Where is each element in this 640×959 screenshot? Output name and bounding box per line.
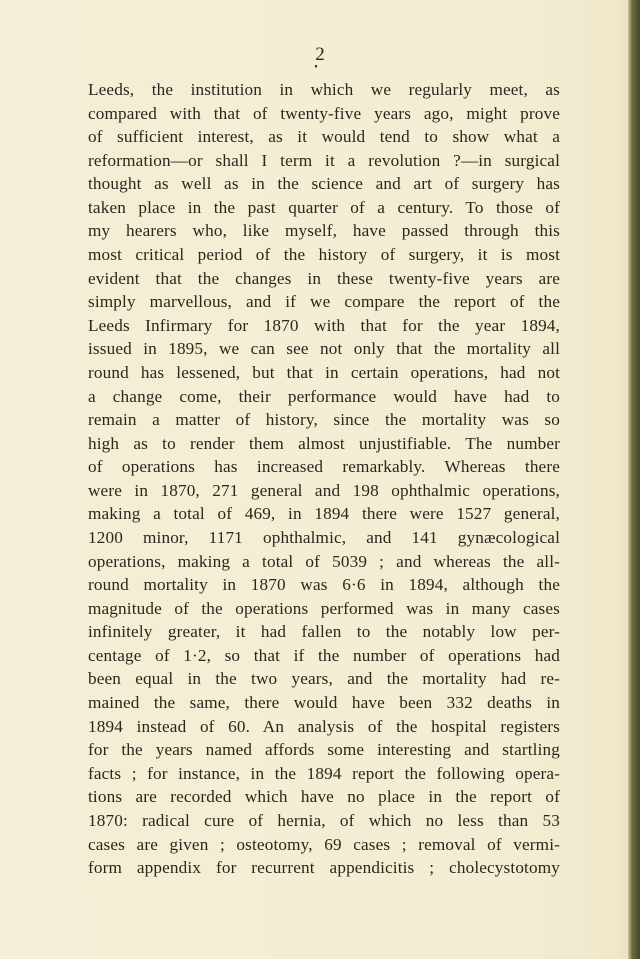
- text-line: form appendix for recurrent appendicitis ; cholecystotomy: [88, 858, 560, 878]
- text-line: taken place in the past quarter of a century. To those of: [88, 197, 560, 217]
- text-line: making a total of 469, in 1894 there were 1527 general,: [88, 504, 560, 524]
- text-line: remain a matter of history, since the mortality was so: [88, 410, 560, 430]
- text-line: facts ; for instance, in the 1894 report the following opera-: [88, 763, 560, 783]
- text-line: issued in 1895, we can see not only that the mortality all: [88, 339, 560, 359]
- text-line: been equal in the two years, and the mortality had re-: [88, 669, 560, 689]
- text-line: operations, making a total of 5039 ; and whereas the all-: [88, 551, 560, 571]
- text-line: round has lessened, but that in certain operations, had not: [88, 362, 560, 382]
- text-line: Leeds Infirmary for 1870 with that for the year 1894,: [88, 315, 560, 335]
- text-line: round mortality in 1870 was 6·6 in 1894, although the: [88, 575, 560, 595]
- text-line: reformation—or shall I term it a revolution ?—in surgical: [88, 150, 560, 170]
- text-line: of sufficient interest, as it would tend to show what a: [88, 127, 560, 147]
- text-line: a change come, their performance would have had to: [88, 386, 560, 406]
- text-line: compared with that of twenty-five years ago, might prove: [88, 103, 560, 123]
- text-line: centage of 1·2, so that if the number of operations had: [88, 645, 560, 665]
- text-line: were in 1870, 271 general and 198 ophthalmic operations,: [88, 480, 560, 500]
- text-line: tions are recorded which have no place in the report of: [88, 787, 560, 807]
- body-text: [88, 78, 560, 880]
- text-line: my hearers who, like myself, have passed through this: [88, 221, 560, 241]
- text-line: 1200 minor, 1171 ophthalmic, and 141 gynæcological: [88, 527, 560, 547]
- text-line: simply marvellous, and if we compare the report of the: [88, 292, 560, 312]
- text-line: Leeds, the institution in which we regularly meet, as: [88, 80, 560, 99]
- text-line: most critical period of the history of surgery, it is most: [88, 245, 560, 265]
- page-edge-shadow: [628, 0, 640, 959]
- text-line: cases are given ; osteotomy, 69 cases ; removal of vermi-: [88, 834, 560, 854]
- text-line: mained the same, there would have been 332 deaths in: [88, 693, 560, 713]
- text-line: for the years named affords some interesting and startling: [88, 740, 560, 760]
- text-line: high as to render them almost unjustifiable. The number: [88, 433, 560, 453]
- text-line: of operations has increased remarkably. Whereas there: [88, 457, 560, 477]
- page-number: [0, 44, 640, 72]
- text-line: thought as well as in the science and art of surgery has: [88, 174, 560, 194]
- page-number-text: 2: [315, 44, 325, 65]
- text-line: 1894 instead of 60. An analysis of the hospital registers: [88, 716, 560, 736]
- page-number-mark: •: [314, 62, 318, 73]
- text-line: magnitude of the operations performed was in many cases: [88, 598, 560, 618]
- text-line: evident that the changes in these twenty-five years are: [88, 268, 560, 288]
- text-line: infinitely greater, it had fallen to the notably low per-: [88, 622, 560, 642]
- text-line: 1870: radical cure of hernia, of which no less than 53: [88, 810, 560, 830]
